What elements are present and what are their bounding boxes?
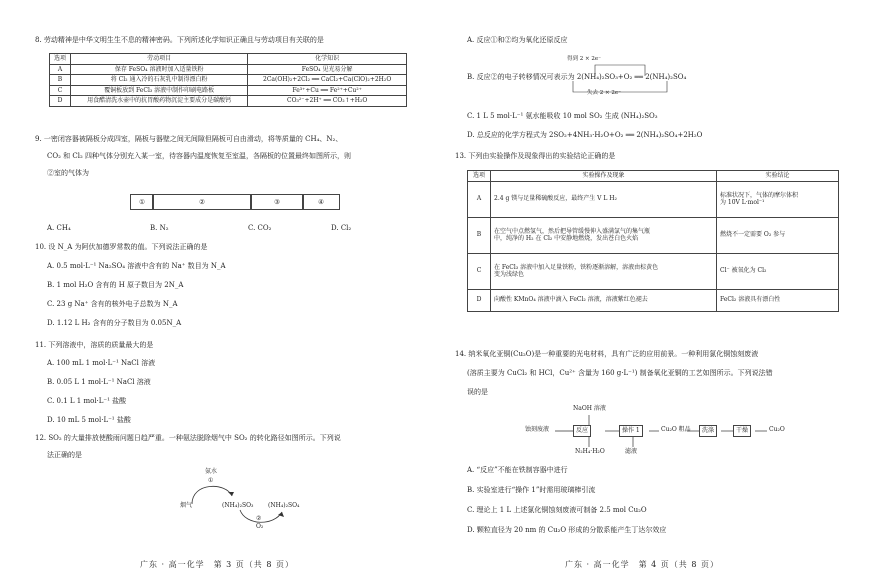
- chamber-3: ③: [250, 194, 304, 210]
- q9-line1: 9. 一密闭容器被隔板分成四室，隔板与器壁之间无间隙但隔板可自由滑动，将等质量的 CH₄、N₂、: [35, 135, 343, 143]
- table-cell: 2Ca(OH)₂+2Cl₂ ══ CaCl₂+Ca(ClO)₂+2H₂O: [248, 75, 407, 86]
- q10-option-a: A. 0.5 mol·L⁻¹ Na₂SO₄ 溶液中含有的 Na⁺ 数目为 N_A: [47, 262, 226, 270]
- table-header-row: [468, 171, 839, 182]
- q13-stem: 13. 下列由实验操作及现象得出的实验结论正确的是: [455, 152, 616, 160]
- partition-container: [130, 194, 360, 208]
- chamber-4: ④: [302, 194, 340, 210]
- q9-line3: ②室的气体为: [47, 169, 89, 177]
- table-cell: [717, 181, 839, 217]
- label-ammonium-sulfite: (NH₄)₂SO₃: [222, 502, 254, 509]
- q10-option-c: C. 23 g Na⁺ 含有的核外电子总数为 N_A: [47, 300, 178, 308]
- table-cell: B: [50, 75, 71, 86]
- so2-removal-diagram: [170, 464, 310, 532]
- q14-line1: 14. 纳米氧化亚铜(Cu₂O)是一种重要的光电材料，具有广泛的应用前景。一种利用氯化铜蚀刻废液: [455, 350, 759, 358]
- q12-option-b: [467, 56, 797, 98]
- table-header: 实验结论: [717, 171, 839, 182]
- right-page: [435, 0, 870, 578]
- q12-option-c: C. 1 L 5 mol·L⁻¹ 氨水能吸收 10 mol SO₂ 生成 (NH₄)₂SO₃: [467, 112, 658, 120]
- q13-table: [467, 170, 839, 312]
- label-flue-gas: 烟气: [180, 502, 193, 509]
- table-row: [468, 253, 839, 289]
- step-1: ①: [208, 477, 214, 484]
- table-cell: [717, 253, 839, 289]
- cell-line: 2.4 g 镁与足量稀硫酸反应，最终产生 V L H₂: [494, 195, 617, 203]
- filtrate-label: 滤液: [625, 448, 638, 455]
- cell-line: 中，纯净的 H₂ 在 Cl₂ 中安静地燃烧，发出苍白色火焰: [494, 235, 639, 242]
- feed-label: 蚀刻废液: [525, 426, 550, 433]
- diagram-arrows: [170, 464, 310, 532]
- table-cell: [491, 289, 717, 311]
- table-header-row: [50, 54, 407, 65]
- q9-line2: CO₂ 和 Cl₂ 四种气体分别充入某一室，待容器内温度恢复至室温，各隔板的位置最终如图所示，则: [47, 152, 351, 160]
- table-row: [50, 85, 407, 96]
- electron-lose-label: 失去 2 × 2e⁻: [587, 90, 622, 96]
- table-row: [50, 75, 407, 86]
- q12-option-a: A. 反应①和②均为氧化还原反应: [467, 36, 568, 44]
- q8-table: [49, 53, 407, 107]
- dry-box: 干燥: [733, 425, 751, 437]
- q11-option-b: B. 0.05 L 1 mol·L⁻¹ NaCl 溶液: [47, 378, 151, 386]
- q12-option-b-text: B. 反应②的电子转移情况可表示为 2(NH₄)₂SO₃+O₂ ══ 2(NH₄)₂SO₄: [467, 73, 687, 81]
- cell-line: 燃烧不一定需要 O₂ 参与: [720, 231, 786, 239]
- label-ammonia: 氨水: [205, 468, 218, 475]
- table-cell: [491, 253, 717, 289]
- arrowhead-1: [228, 492, 234, 496]
- table-cell: [491, 217, 717, 253]
- q9-option-a: A. CH₄: [47, 224, 71, 232]
- table-cell: C: [50, 85, 71, 96]
- cell-line: FeCl₂ 溶液具有漂白性: [720, 296, 781, 304]
- q9-option-b: B. N₂: [150, 224, 169, 232]
- q14-option-d: D. 颗粒直径为 20 nm 的 Cu₂O 形成的分散系能产生丁达尔效应: [467, 526, 667, 534]
- q14-line3: 误的是: [467, 388, 488, 396]
- q14-option-b: B. 实验室进行“操作 1”时需用玻璃棒引流: [467, 486, 596, 494]
- table-cell: FeSO₄ 见光易分解: [248, 64, 407, 75]
- cell-line: 变为浅绿色: [494, 271, 525, 278]
- table-row: [50, 64, 407, 75]
- react-box: 反应: [573, 425, 591, 437]
- page-footer: 广东 · 高一化学 第 3 页（共 8 页）: [140, 560, 294, 569]
- table-cell: A: [50, 64, 71, 75]
- chamber-2: ②: [152, 194, 252, 210]
- chamber-1: ①: [130, 194, 154, 210]
- q14-option-c: C. 理论上 1 L 上述氯化铜蚀刻废液可制备 2.5 mol Cu₂O: [467, 506, 647, 514]
- cell-line: 标准状况下，气体的摩尔体积: [720, 191, 799, 199]
- product-label: Cu₂O: [769, 426, 785, 433]
- naoh-label: NaOH 溶液: [573, 405, 606, 412]
- table-cell: [491, 181, 717, 217]
- table-cell: 用食醋清洗水壶中的抗胃酸药物沉淀主要成分是碳酸钙: [71, 96, 248, 107]
- table-row: [468, 181, 839, 217]
- electron-gain-label: 得到 2 × 2e⁻: [567, 56, 602, 62]
- table-cell: 将 Cl₂ 通入冷的石灰乳中制得漂白粉: [71, 75, 248, 86]
- q14-line2: (溶质主要为 CuCl₂ 和 HCl，Cu²⁺ 含量为 160 g·L⁻¹) 制备氧化亚铜的工艺如图所示。下列说法错: [467, 369, 773, 377]
- hydrazine-label: N₂H₄·H₂O: [575, 448, 605, 455]
- q11-option-a: A. 100 mL 1 mol·L⁻¹ NaCl 溶液: [47, 359, 156, 367]
- cell-line: 在 FeCl₃ 溶液中加入足量铁粉，铁粉逐渐溶解，溶液由棕黄色: [494, 263, 659, 271]
- label-oxygen: O₂: [256, 523, 264, 530]
- step-2: ②: [256, 515, 262, 522]
- cell-line: Cl⁻ 被氧化为 Cl₂: [720, 267, 767, 275]
- q8-stem: 8. 劳动精神是中华文明生生不息的精神密码。下列所述化学知识正确且与劳动项目有关联的是: [35, 36, 324, 44]
- table-cell: CO₃²⁻+2H⁺ ══ CO₂↑+H₂O: [248, 96, 407, 107]
- q12-line2: 法正确的是: [47, 451, 82, 459]
- table-cell: 覆铜板放到 FeCl₃ 溶液中制作印刷电路板: [71, 85, 248, 96]
- q11-option-d: D. 10 mL 5 mol·L⁻¹ 盐酸: [47, 416, 131, 424]
- q10-stem: 10. 设 N_A 为阿伏加德罗常数的值。下列说法正确的是: [35, 243, 208, 251]
- q10-option-b: B. 1 mol H₂O 含有的 H 原子数目为 2N_A: [47, 281, 184, 289]
- q9-option-d: D. Cl₂: [331, 224, 352, 232]
- process-flow-diagram: [525, 405, 785, 457]
- cell-line: 为 10V L·mol⁻¹: [720, 199, 765, 206]
- q12-line1: 12. SO₂ 的大量排放使酸雨问题日趋严重。一种氨法脱除烟气中 SO₂ 的转化路径如图所示。下列说: [35, 434, 341, 442]
- q12-option-d: D. 总反应的化学方程式为 2SO₂+4NH₃·H₂O+O₂ ══ 2(NH₄)₂SO₄+2H₂O: [467, 131, 703, 139]
- q11-stem: 11. 下列溶液中，溶质的质量最大的是: [35, 341, 154, 349]
- cell-line: 向酸性 KMnO₄ 溶液中滴入 FeCl₂ 溶液，溶液紫红色褪去: [494, 296, 648, 304]
- q14-option-a: A. “反应”不能在铁制容器中进行: [467, 466, 568, 474]
- label-ammonium-sulfate: (NH₄)₂SO₄: [268, 502, 300, 509]
- table-cell: C: [468, 253, 491, 289]
- q10-option-d: D. 1.12 L H₂ 含有的分子数目为 0.05N_A: [47, 319, 182, 327]
- table-row: [468, 289, 839, 311]
- table-header: 化学知识: [248, 54, 407, 65]
- table-cell: B: [468, 217, 491, 253]
- table-cell: 保存 FeSO₄ 溶液时加入适量铁粉: [71, 64, 248, 75]
- table-header: 劳动项目: [71, 54, 248, 65]
- table-cell: Fe³⁺+Cu ══ Fe²⁺+Cu²⁺: [248, 85, 407, 96]
- crude-product-label: Cu₂O 粗品: [661, 426, 691, 433]
- table-cell: A: [468, 181, 491, 217]
- table-cell: [717, 289, 839, 311]
- table-header: 选项: [50, 54, 71, 65]
- table-row: [468, 217, 839, 253]
- table-row: [50, 96, 407, 107]
- cell-line: 在空气中点燃氢气，然后把导管缓慢伸入盛满氯气的集气瓶: [494, 227, 651, 235]
- q11-option-c: C. 0.1 L 1 mol·L⁻¹ 盐酸: [47, 397, 127, 405]
- table-cell: [717, 217, 839, 253]
- wash-box: 洗涤: [699, 425, 717, 437]
- q9-option-c: C. CO₂: [248, 224, 272, 232]
- operation-1-box: 操作 1: [619, 425, 643, 437]
- table-header: 实验操作及现象: [491, 171, 717, 182]
- table-cell: D: [50, 96, 71, 107]
- table-header: 选项: [468, 171, 491, 182]
- table-cell: D: [468, 289, 491, 311]
- page-footer: 广东 · 高一化学 第 4 页（共 8 页）: [565, 560, 719, 569]
